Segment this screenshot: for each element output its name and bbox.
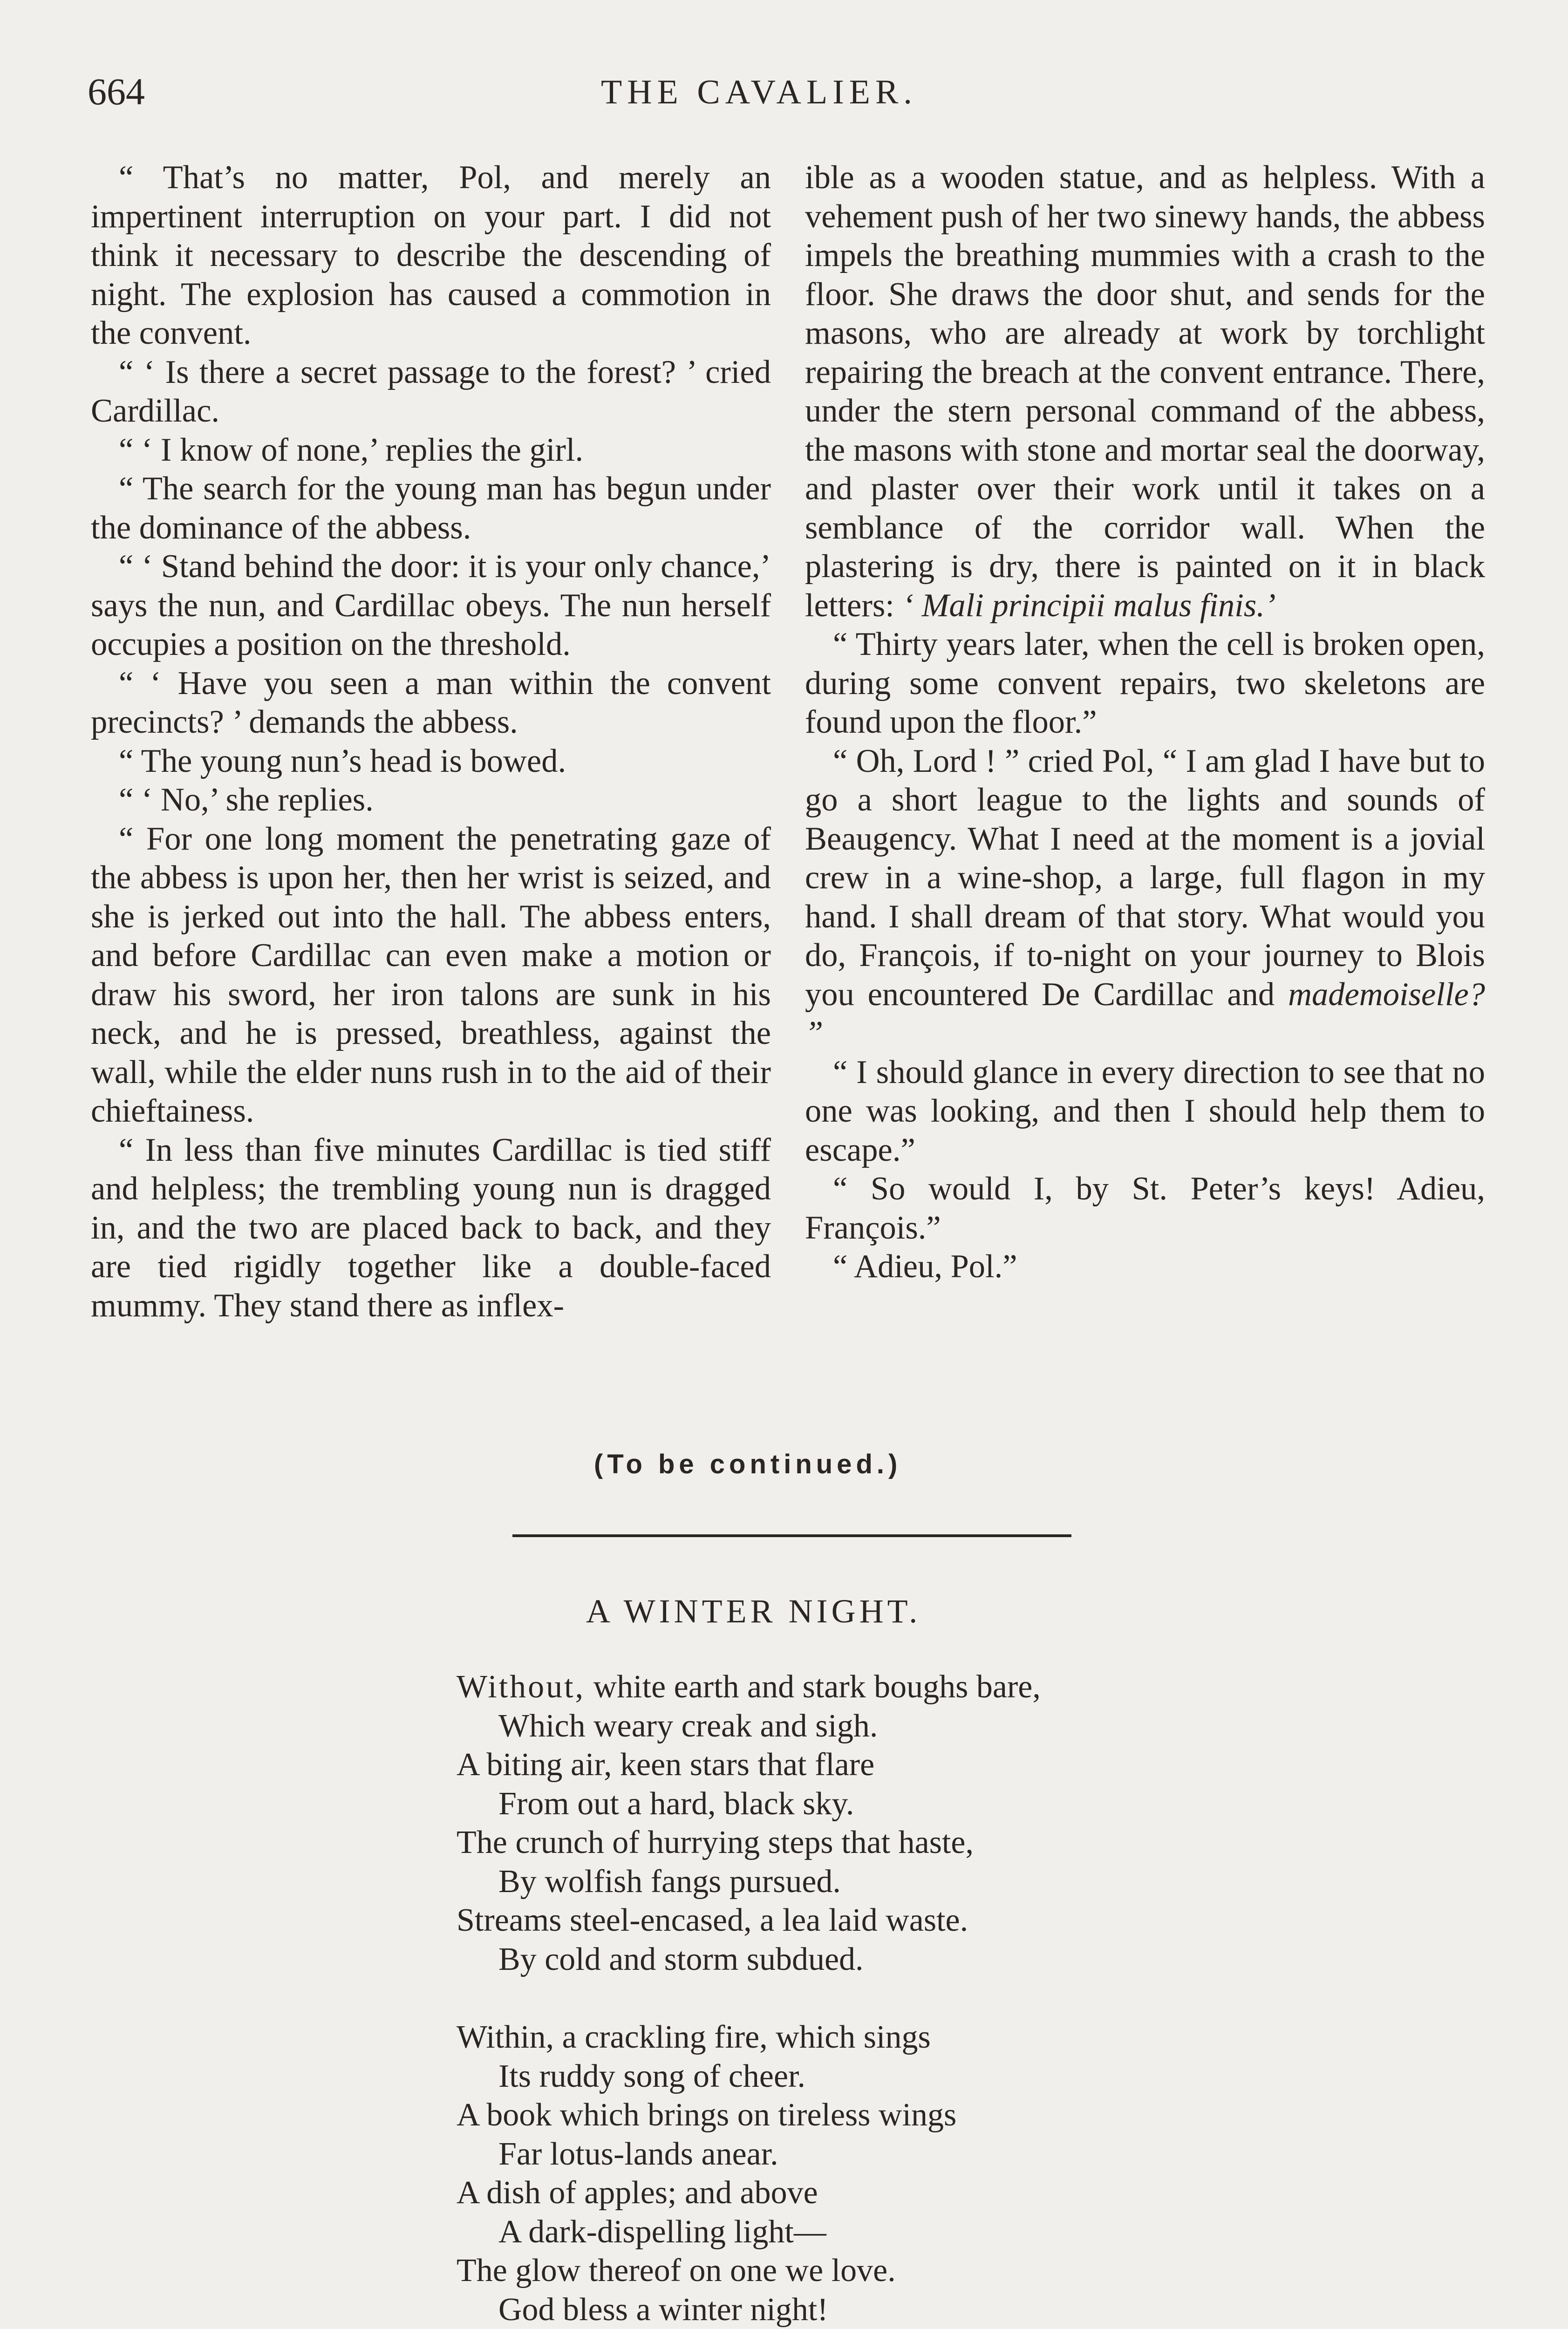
poem-line: Far lotus-lands anear. [498,2136,778,2172]
poem-line: The glow thereof on one we love. [457,2253,896,2288]
paragraph: “ The young nun’s head is bowed. [119,742,566,779]
page-number: 664 [88,70,145,113]
running-title: THE CAVALIER. [601,73,917,111]
poem-line: A dark-dispelling light— [498,2213,826,2250]
paragraph: “ In less than five minutes Cardillac is tied stiff and helpless; the trembling young nun is dragged in, and the two are placed back to back, and they are tied rigidly together like a double-faced mummy. They stand there as inflex- [91,1131,771,1324]
poem-line: God bless a winter night! [498,2291,828,2328]
poem-line: By wolfish fangs pursued. [498,1863,841,1900]
poem-line: From out a hard, black sky. [498,1785,854,1822]
poem-first-word: Without, [457,1669,586,1705]
right-column [805,158,1485,1287]
stanza-break [457,1979,1041,2018]
paragraph: “ ‘ Stand behind the door: it is your only chance,’ says the nun, and Cardillac obeys. The nun herself occupies a position on the threshold. [91,548,771,662]
poem [457,1668,1041,2329]
poem-line [457,1668,1041,1707]
paragraph: “ I should glance in every direction to see that no one was looking, and then I should help them to escape.” [805,1054,1485,1168]
poem-line: Its ruddy song of cheer. [498,2058,806,2094]
poem-line: The crunch of hurrying steps that haste, [457,1825,974,1860]
poem-line: A biting air, keen stars that flare [457,1747,875,1783]
paragraph [805,742,1485,1053]
latin-motto: ‘ Mali principii malus finis.’ [902,587,1276,624]
poem-line: A dish of apples; and above [457,2175,818,2211]
poem-line-text: white earth and stark boughs bare, [585,1669,1041,1705]
paragraph: “ For one long moment the penetrating gaze of the abbess is upon her, then her wrist is seized, and she is jerked out into the hall. The abbess enters, and before Cardillac can even make a motion or draw his sword, her iron talons are sunk in his neck, and he is pressed, breathless, against the wall, while the elder nuns rush in to the aid of their chieftainess. [91,820,771,1129]
paragraph-text: ible as a wooden statue, and as helpless. With a vehement push of her two sinewy hands, the abbess impels the breathing mummies with a crash to the floor. She draws the door shut, and sends for the masons, who are already at work by torchlight repairing the breach at the convent entrance. There, under the stern personal command of the abbess, the masons with stone and mortar seal the doorway, and plaster over their work until it takes on a semblance of the corridor wall. When the plastering is dry, there is painted on it in black letters: [805,159,1485,624]
poem-line: Streams steel-encased, a lea laid waste. [457,1902,968,1938]
left-column [91,158,771,1325]
paragraph: “ Thirty years later, when the cell is broken open, during some convent repairs, two skeletons are found upon the floor.” [805,626,1485,740]
to-be-continued: (To be continued.) [594,1449,902,1479]
paragraph: “ So would I, by St. Peter’s keys! Adieu, François.” [805,1171,1485,1246]
paragraph: “ Adieu, Pol.” [833,1248,1017,1285]
paragraph: “ That’s no matter, Pol, and merely an impertinent interruption on your part. I did not think it necessary to describe the descending of night. The explosion has caused a commotion in the convent. [91,159,771,351]
poem-title: A WINTER NIGHT. [586,1593,921,1630]
italic-word: mademoiselle? ” [805,976,1485,1051]
paragraph [805,158,1485,625]
paragraph: “ ‘ I know of none,’ replies the girl. [119,431,584,468]
paragraph-text: “ Oh, Lord ! ” cried Pol, “ I am glad I have but to go a short league to the lights and sounds of Beaugency. What I need at the moment is a jovial crew in a wine-shop, a large, full flagon in my hand. I shall dream of that story. What would you do, François, if to-night on your journey to Blois you encountered De Cardillac and [805,742,1485,1013]
paragraph: “ ‘ Have you seen a man within the convent precincts? ’ demands the abbess. [91,665,771,740]
poem-line: Which weary creak and sigh. [498,1708,878,1744]
paragraph: “ ‘ No,’ she replies. [119,782,374,818]
poem-line: By cold and storm subdued. [498,1941,864,1977]
paragraph: “ ‘ Is there a secret passage to the forest? ’ cried Cardillac. [91,354,771,429]
poem-line: A book which brings on tireless wings [457,2097,957,2133]
poem-line: Within, a crackling fire, which sings [457,2019,931,2055]
paragraph: “ The search for the young man has begun under the dominance of the abbess. [91,470,771,546]
section-divider [512,1534,1071,1537]
